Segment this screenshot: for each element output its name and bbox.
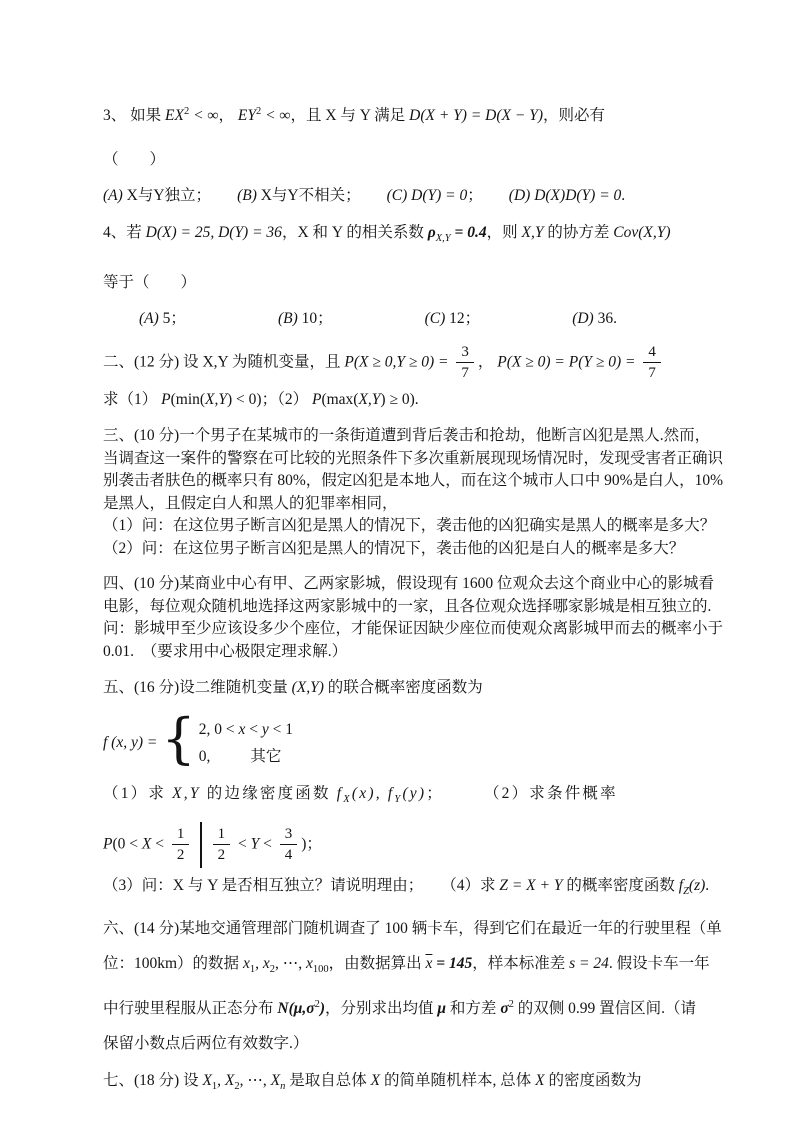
fraction: $\frac{1}{2}$ [172,826,190,864]
text-line: 保留小数点后两位有效数字.） [103,1035,309,1052]
text-line: 二、(12 分) 设 X,Y 为随机变量，且 P(X ≥ 0,Y ≥ 0) = $\frac{3}{7}$ ， P(X ≥ 0) = P(Y ≥ 0) = $\frac{4}{7}$ [103,344,705,382]
left-brace: { [161,707,196,770]
document-body [103,100,724,1099]
text-line: （ ） [103,151,166,168]
text-line: 求（1） P(min(X,Y) < 0)；（2） P(max(X,Y) ≥ 0). [103,391,419,408]
text-line: 四、(10 分)某商业中心有甲、乙两家影城，假设现有 1600 位观众去这个商业中心的影城看 [103,575,714,592]
text-line: 六、(14 分)某地交通管理部门随机调查了 100 辆卡车，得到它们在最近一年的行驶里程（单 [103,920,722,937]
text-line: 问：影城甲至少应该设多少个座位，才能保证因缺少座位而使观众离影城甲而去的概率小于 [103,620,724,637]
text-line: 等于（ ） [103,274,197,291]
conditional-bar [200,822,201,868]
block-sec5 [103,676,710,904]
text-line: 当调查这一案件的警察在可比较的光照条件下多次重新展现现场情况时，发现受害者正确识 [103,449,724,467]
text-line: P(0 < X < $\frac{1}{2}$ $\frac{1}{2}$ < Y < $\frac{3}{4}$ )； [103,822,705,868]
block-sec2 [103,344,705,412]
text-line: 位：100km）的数据 $x_1$, $x_2$, ⋯, $x_{100}$，由数据算出 $\overline{x} = 145$，样本标准差 s = 24. 假设卡车一年 [103,955,710,975]
case-row: 0, 其它 [198,748,282,765]
fraction: $\frac{3}{4}$ [280,826,298,864]
block-sec4 [103,573,724,663]
text-line: 是黑人，且假定白人和黑人的犯罪率相同， [103,494,398,512]
block-sec6 [103,917,722,1056]
text-line: (A) 5； (B) 10； (C) 12； (D) 36. [139,310,617,327]
text-line: 别袭击者肤色的概率只有 80%，假定凶犯是本地人，而在这个城市人口中 90%是白人，10% [103,472,723,489]
case-row: 2, 0 < x < y < 1 [198,721,293,738]
text-line: 0.01. （要求用中心极限定理求解.） [103,642,348,660]
fraction: $\frac{4}{7}$ [643,344,661,382]
text-line: （1）求 X,Y 的边缘密度函数 $f_X(x)$, $f_Y(y)$； （2）求条件概率 [103,785,618,805]
text-line: 五、(16 分)设二维随机变量 (X,Y) 的联合概率密度函数为 [103,679,483,696]
text-line: (A) X与Y独立； (B) X与Y不相关； (C) D(Y) = 0； (D) D(X)D(Y) = 0. [103,187,626,204]
piecewise-function: f (x, y) = { 2, 0 < x < y < 1 0, 其它 [103,707,293,770]
text-line: 电影，每位观众随机地选择这两家影城中的一家，且各位观众选择哪家影城是相互独立的. [103,597,712,615]
text-line: 三、(10 分)一个男子在某城市的一条街道遭到背后袭击和抢劫，他断言凶犯是黑人.然而， [103,427,711,444]
block-q3 [103,100,705,208]
fraction: $\frac{1}{2}$ [213,826,231,864]
block-sec3 [103,425,724,560]
text-line: 中行驶里程服从正态分布 $N(\mu,\sigma^2)$，分别求出均值 μ 和方差 $\sigma^2$ 的双侧 0.99 置信区间.（请 [103,999,697,1017]
text-line: 七、(18 分) 设 $X_1$, $X_2$, ⋯, $X_n$ 是取自总体 X 的简单随机样本, 总体 X 的密度函数为 [103,1072,642,1092]
block-q4 [103,221,705,331]
text-line: （1）问：在这位男子断言凶犯是黑人的情况下，袭击他的凶犯确实是黑人的概率是多大？ [103,517,716,534]
block-sec7 [103,1069,705,1099]
text-line: （2）问：在这位男子断言凶犯是黑人的情况下，袭击他的凶犯是白人的概率是多大？ [103,539,685,557]
text-line [103,707,705,772]
text-line: 4、若 D(X) = 25, D(Y) = 36，X 和 Y 的相关系数 $\rho_{X,Y} = 0.4$，则 X,Y 的协方差 Cov(X,Y) [103,224,671,244]
fraction: $\frac{3}{7}$ [456,344,474,382]
text-line: 3、 如果 $EX^2$ < ∞， $EY^2$ < ∞，且 X 与 Y 满足 D(X + Y) = D(X − Y)，则必有 [103,106,606,124]
text-line: （3）问：X 与 Y 是否相互独立？请说明理由； （4）求 Z = X + Y 的概率密度函数 $f_Z(z)$. [103,877,710,897]
